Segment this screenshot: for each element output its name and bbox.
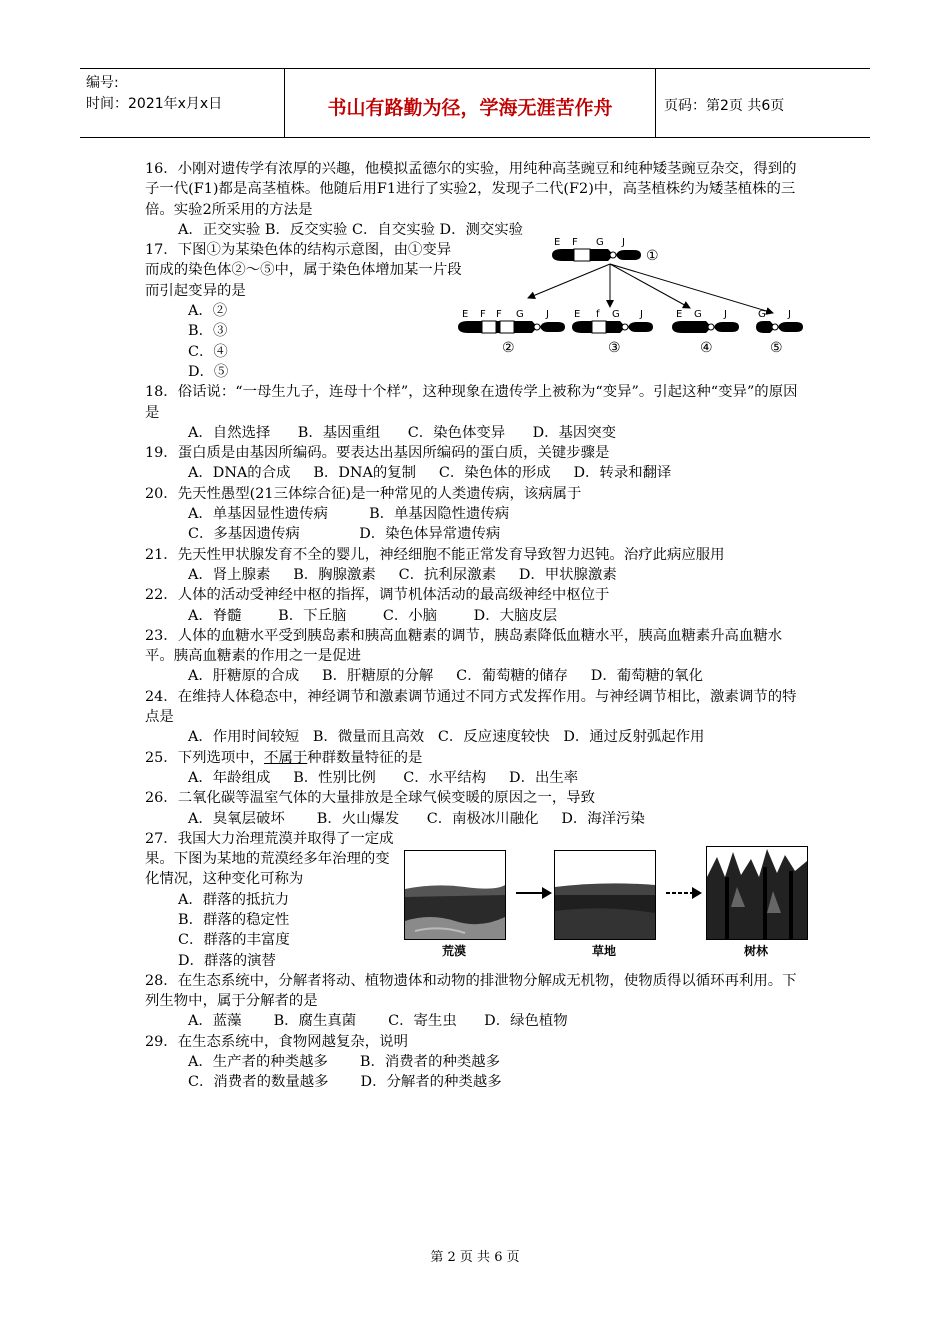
q17-option-c: C．④	[188, 343, 228, 360]
gene-label-f: F	[572, 237, 578, 248]
gene-label-j: J	[622, 237, 625, 248]
q25-options: A．年龄组成 B．性别比例 C．水平结构 D．出生率	[188, 769, 579, 786]
chromosome-variant-5	[756, 309, 803, 356]
q27-option-d: D．群落的演替	[178, 952, 276, 969]
q29-stem: 29．在生态系统中，食物网越复杂，说明	[145, 1033, 408, 1050]
q24-stem: 24．在维持人体稳态中，神经调节和激素调节通过不同方式发挥作用。与神经调节相比，激素调节的特点是	[145, 688, 797, 726]
forest-photo	[706, 846, 808, 940]
q28-stem: 28．在生态系统中，分解者将动、植物遗体和动物的排泄物分解成无机物，使物质得以循环再利用。下列生物中，属于分解者的是	[145, 972, 797, 1010]
v2-gene-f2: F	[496, 309, 502, 320]
q22-options: A．脊髓 B．下丘脑 C．小脑 D．大脑皮层	[188, 607, 558, 624]
q17-option-a: A．②	[188, 303, 228, 320]
q27-stem: 27．我国大力治理荒漠并取得了一定成果。下图为某地的荒漠经多年治理的变化情况，这种变化可称为	[145, 830, 394, 888]
q20-options-row1: A．单基因显性遗传病 B．单基因隐性遗传病	[188, 506, 510, 523]
chromosome-label-2: ②	[502, 340, 515, 356]
succession-figure	[404, 846, 810, 958]
arrow-right-icon-2	[666, 886, 702, 900]
q20-options-row2: C．多基因遗传病 D．染色体异常遗传病	[188, 526, 501, 543]
gene-label-e: E	[554, 237, 561, 248]
v5-gene-g: G	[758, 309, 766, 320]
q21-stem: 21．先天性甲状腺发育不全的婴儿，神经细胞不能正常发育导致智力迟钝。治疗此病应服用	[145, 546, 725, 563]
label-desert: 荒漠	[441, 944, 466, 958]
chromosome-variant-2	[458, 309, 565, 356]
q27-option-b: B．群落的稳定性	[178, 911, 290, 928]
v2-gene-j: J	[546, 309, 549, 320]
header-time: 时间：2021年x月x日	[86, 96, 223, 112]
v3-gene-j: J	[640, 309, 643, 320]
q21-options: A．肾上腺素 B．胸腺激素 C．抗利尿激素 D．甲状腺激素	[188, 566, 617, 583]
q16-stem: 16．小刚对遗传学有浓厚的兴趣，他模拟孟德尔的实验，用纯种高茎豌豆和纯种矮茎豌豆杂交，得到的子一代(F1)都是高茎植株。他随后用F1进行了实验2，发现子二代(F2)中，高茎植株约为矮茎植株的三倍。实验2所采用的方法是	[145, 161, 797, 218]
q29-options-row2: C．消费者的数量越多 D．分解者的种类越多	[188, 1074, 502, 1091]
arrow-to-5	[610, 264, 773, 313]
arrow-right-icon-1	[516, 886, 552, 900]
header-motto: 书山有路勤为径，学海无涯苦作舟	[327, 97, 613, 119]
q25-stem-before: 25．下列选项中，	[145, 749, 265, 766]
chromosome-original	[552, 237, 659, 264]
v2-gene-g: G	[516, 309, 524, 320]
q19-stem: 19．蛋白质是由基因所编码。要表达出基因所编码的蛋白质，关键步骤是	[145, 445, 610, 462]
label-grassland: 草地	[591, 944, 616, 958]
q23-stem: 23．人体的血糖水平受到胰岛素和胰高血糖素的调节，胰岛素降低血糖水平，胰高血糖素升高血糖水平。胰高血糖素的作用之一是促进	[145, 627, 783, 665]
q17-option-b: B．③	[188, 323, 228, 340]
q29-options-row1: A．生产者的种类越多 B．消费者的种类越多	[188, 1054, 501, 1071]
page-footer: 第 2 页 共 6 页	[430, 1250, 520, 1265]
q25-stem-underline: 不属于	[264, 749, 308, 766]
header-number: 编号:	[86, 75, 119, 91]
arrow-to-4	[610, 264, 690, 308]
q25-stem-after: 种群数量特征的是	[307, 749, 423, 766]
v3-gene-f: f	[596, 309, 600, 320]
desert-photo	[404, 850, 506, 940]
grassland-photo	[554, 850, 656, 940]
v4-gene-e: E	[676, 309, 683, 320]
q17-stem: 17．下图①为某染色体的结构示意图，由①变异而成的染色体②～⑤中，属于染色体增加某一片段而引起变异的是	[145, 242, 462, 299]
v2-gene-e: E	[462, 309, 469, 320]
q24-options: A．作用时间较短 B．微量而且高效 C．反应速度较快 D．通过反射弧起作用	[188, 729, 705, 746]
gene-label-g: G	[596, 237, 604, 248]
q28-options: A．蓝藻 B．腐生真菌 C．寄生虫 D．绿色植物	[188, 1013, 568, 1030]
header-page-info: 页码：第2页 共6页	[664, 98, 785, 114]
q17-option-d: D．⑤	[188, 363, 229, 380]
label-forest: 树林	[743, 944, 768, 958]
q16-options: A．正交实验 B．反交实验 C．自交实验 D．测交实验	[178, 221, 524, 238]
q25-stem	[145, 748, 810, 768]
v4-gene-j: J	[724, 309, 727, 320]
q19-options: A．DNA的合成 B．DNA的复制 C．染色体的形成 D．转录和翻译	[188, 465, 672, 482]
v3-gene-g: G	[612, 309, 620, 320]
header-left	[86, 73, 222, 115]
header-middle-cell	[284, 69, 656, 137]
chromosome-variant-4	[672, 309, 739, 356]
q26-options: A．臭氧层破坏 B．火山爆发 C．南极冰川融化 D．海洋污染	[188, 810, 645, 827]
v5-gene-j: J	[788, 309, 791, 320]
q18-stem: 18．俗话说：“一母生九子，连母十个样”，这种现象在遗传学上被称为“变异”。引起这种“变异”的原因是	[145, 384, 798, 421]
chromosome-label-1: ①	[646, 248, 659, 264]
q27-option-a: A．群落的抵抗力	[178, 891, 290, 908]
q26-stem: 26．二氧化碳等温室气体的大量排放是全球气候变暖的原因之一，导致	[145, 790, 596, 807]
chromosome-figure	[458, 236, 810, 358]
v3-gene-e: E	[574, 309, 581, 320]
q27-option-c: C．群落的丰富度	[178, 932, 290, 949]
v2-gene-f1: F	[480, 309, 486, 320]
arrow-to-2	[528, 264, 610, 298]
q20-stem: 20．先天性愚型(21三体综合征)是一种常见的人类遗传病，该病属于	[145, 485, 582, 502]
page-header	[80, 68, 870, 138]
chromosome-label-5: ⑤	[770, 340, 783, 356]
chromosome-label-4: ④	[700, 340, 713, 356]
q23-options: A．肝糖原的合成 B．肝糖原的分解 C．葡萄糖的储存 D．葡萄糖的氧化	[188, 668, 704, 685]
chromosome-label-3: ③	[608, 340, 621, 356]
chromosome-variant-3	[572, 309, 653, 356]
v4-gene-g: G	[694, 309, 702, 320]
q18-options: A．自然选择 B．基因重组 C．染色体变异 D．基因突变	[188, 424, 617, 441]
q22-stem: 22．人体的活动受神经中枢的指挥，调节机体活动的最高级神经中枢位于	[145, 587, 610, 604]
